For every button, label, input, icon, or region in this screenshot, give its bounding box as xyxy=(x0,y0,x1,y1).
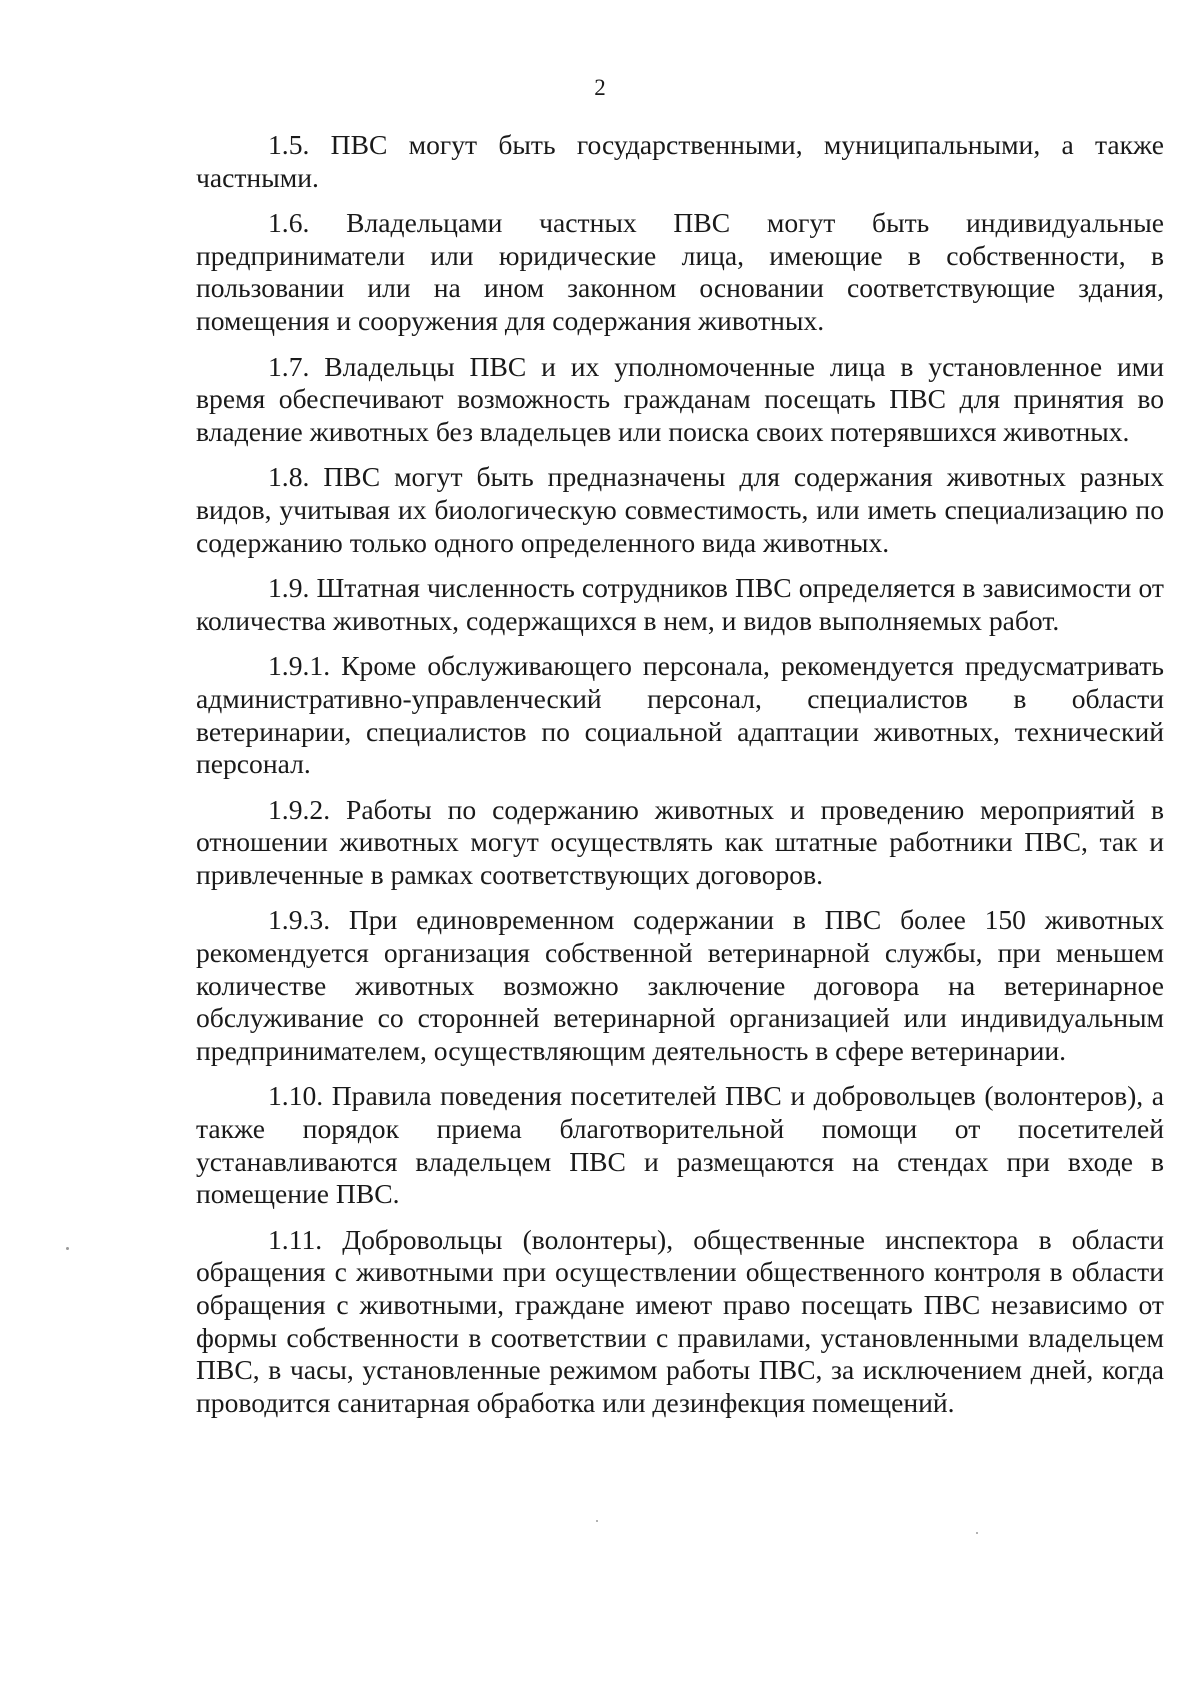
paragraph-1-5: 1.5. ПВС могут быть государственными, муниципальными, а также частными. xyxy=(196,129,1164,193)
paragraph-1-9-1: 1.9.1. Кроме обслуживающего персонала, рекомендуется предусматривать административно-управленческий персонал, специалистов в области ветеринарии, специалистов по социальной адаптации животных, технический персонал. xyxy=(196,650,1164,780)
paragraph-1-9-3: 1.9.3. При единовременном содержании в ПВС более 150 животных рекомендуется организация собственной ветеринарной службы, при меньшем количестве животных возможно заключение договора на ветеринарное обслуживание со сторонней ветеринарной организацией или индивидуальным предпринимателем, осуществляющим деятельность в сфере ветеринарии. xyxy=(196,904,1164,1066)
scan-speck xyxy=(66,1247,69,1250)
page-number: 2 xyxy=(594,75,606,100)
paragraph-1-6: 1.6. Владельцами частных ПВС могут быть индивидуальные предприниматели или юридические лица, имеющие в собственности, в пользовании или на ином законном основании соответствующие здания, помещения и сооружения для содержания животных. xyxy=(196,207,1164,336)
scan-speck xyxy=(596,1520,598,1522)
scan-speck xyxy=(976,1532,978,1534)
paragraph-1-7: 1.7. Владельцы ПВС и их уполномоченные лица в установленное ими время обеспечивают возможность гражданам посещать ПВС для принятия во владение животных без владельцев или поиска своих потерявшихся животных. xyxy=(196,350,1164,447)
paragraph-1-8: 1.8. ПВС могут быть предназначены для содержания животных разных видов, учитывая их биологическую совместимость, или иметь специализацию по содержанию только одного определенного вида животных. xyxy=(196,461,1164,558)
paragraph-1-11: 1.11. Добровольцы (волонтеры), общественные инспектора в области обращения с животными при осуществлении общественного контроля в области обращения с животными, граждане имеют право посещать ПВС независимо от формы собственности в соответствии с правилами, установленными владельцем ПВС, в часы, установленные режимом работы ПВС, за исключением дней, когда проводится санитарная обработка или дезинфекция помещений. xyxy=(196,1223,1164,1418)
document-body xyxy=(196,129,1164,1419)
paragraph-1-9: 1.9. Штатная численность сотрудников ПВС определяется в зависимости от количества животных, содержащихся в нем, и видов выполняемых работ. xyxy=(196,572,1164,636)
paragraph-1-10: 1.10. Правила поведения посетителей ПВС и добровольцев (волонтеров), а также порядок приема благотворительной помощи от посетителей устанавливаются владельцем ПВС и размещаются на стендах при входе в помещение ПВС. xyxy=(196,1080,1164,1210)
paragraph-1-9-2: 1.9.2. Работы по содержанию животных и проведению мероприятий в отношении животных могут осуществлять как штатные работники ПВС, так и привлеченные в рамках соответствующих договоров. xyxy=(196,793,1164,890)
